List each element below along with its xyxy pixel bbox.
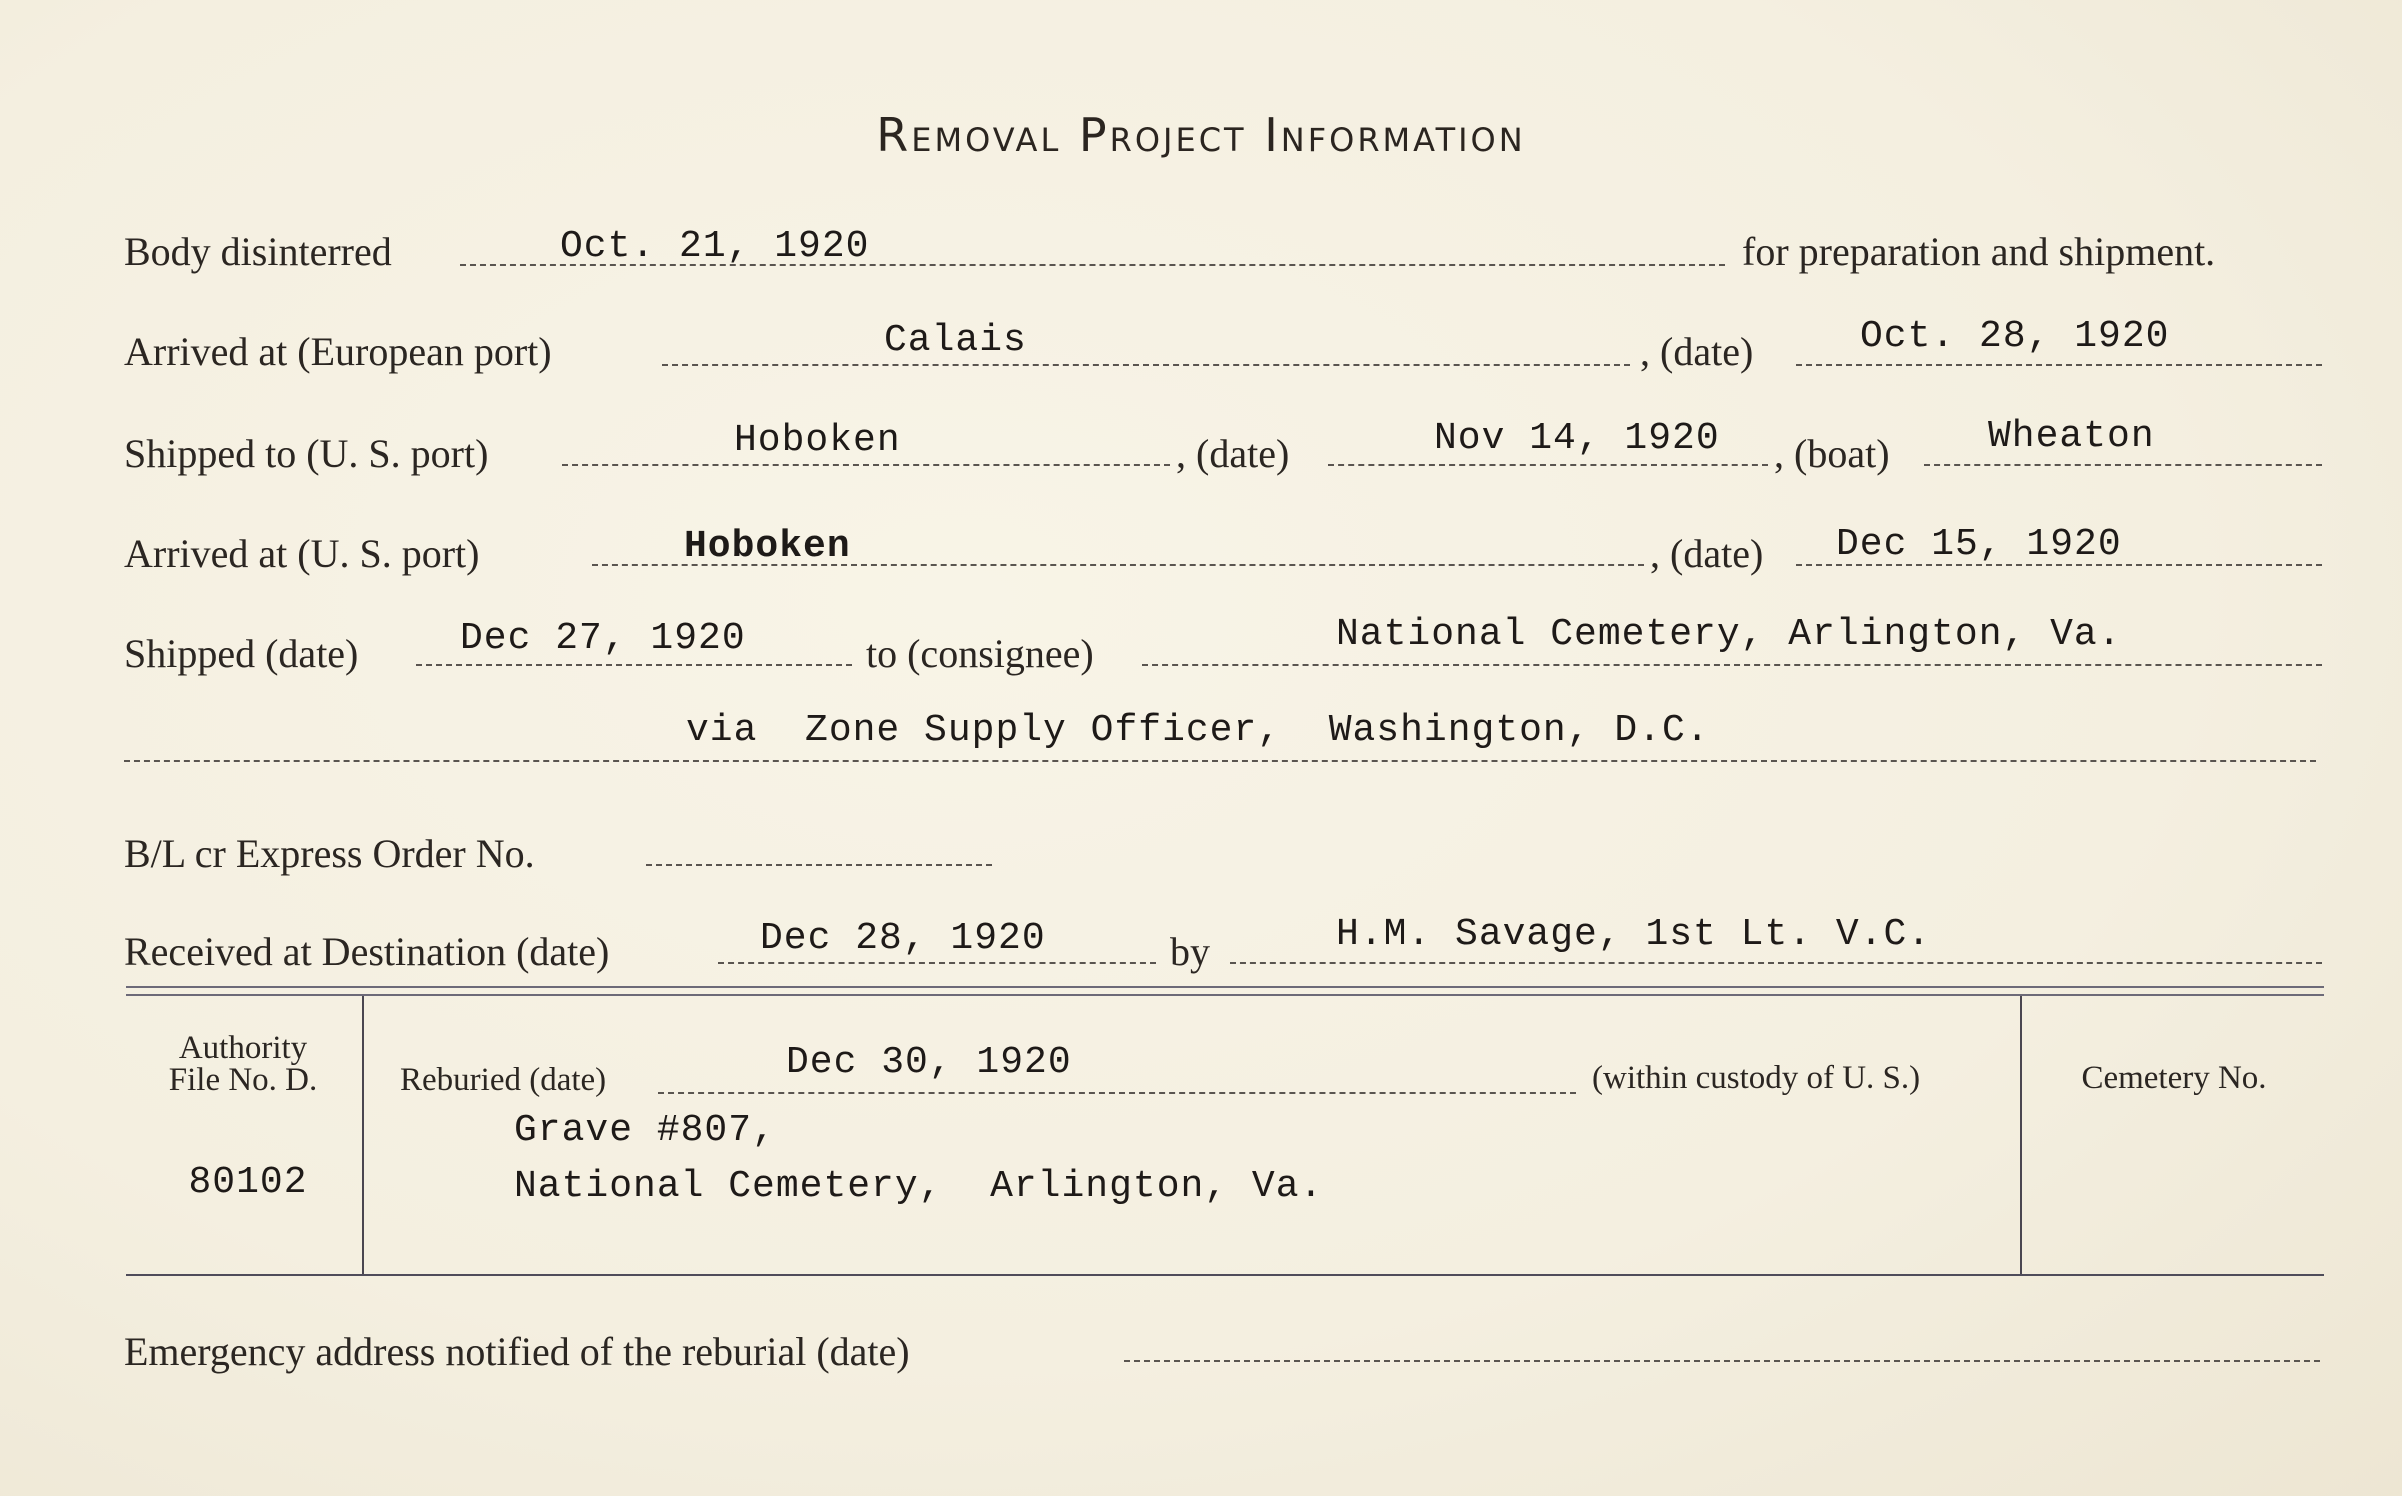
bl-order-line bbox=[646, 864, 992, 866]
reburied-location-line1: Grave #807, bbox=[514, 1109, 776, 1152]
body-disinterred-value: Oct. 21, 1920 bbox=[560, 225, 870, 268]
via-value: via Zone Supply Officer, Washington, D.C. bbox=[686, 709, 1710, 752]
shipped-date: Dec 27, 1920 bbox=[460, 617, 746, 660]
arrived-european-date-line bbox=[1796, 364, 2322, 366]
shipped-date-label: Shipped (date) bbox=[124, 631, 359, 676]
shipped-us-port-line bbox=[562, 464, 1170, 466]
emergency-line bbox=[1124, 1360, 2320, 1362]
received-label: Received at Destination (date) bbox=[124, 929, 610, 974]
shipped-us-date-label: , (date) bbox=[1176, 431, 1290, 476]
authority-label-line1: Authority bbox=[178, 1030, 308, 1066]
consignee-value: National Cemetery, Arlington, Va. bbox=[1336, 613, 2122, 656]
shipped-us-boat-line bbox=[1924, 464, 2322, 466]
shipped-us-date: Nov 14, 1920 bbox=[1434, 417, 1720, 460]
reburied-date: Dec 30, 1920 bbox=[786, 1041, 1072, 1084]
emergency-label: Emergency address notified of the reburial (date) bbox=[124, 1329, 910, 1374]
arrived-european-date-label: , (date) bbox=[1640, 329, 1754, 374]
reburied-line bbox=[658, 1092, 1576, 1094]
reburied-location-line2: National Cemetery, Arlington, Va. bbox=[514, 1165, 1324, 1208]
shipped-us-date-line bbox=[1328, 464, 1768, 466]
box-divider-right bbox=[2020, 996, 2022, 1274]
received-date-line bbox=[718, 962, 1156, 964]
reburied-label: Reburied (date) bbox=[400, 1062, 607, 1098]
arrived-us-port: Hoboken bbox=[684, 525, 851, 568]
arrived-european-date: Oct. 28, 1920 bbox=[1860, 315, 2170, 358]
received-by-line bbox=[1230, 962, 2322, 964]
custody-label: (within custody of U. S.) bbox=[1592, 1060, 1921, 1096]
via-line bbox=[124, 760, 2316, 762]
received-by-label: by bbox=[1170, 929, 1210, 974]
box-bottom-rule bbox=[126, 1274, 2324, 1276]
shipped-us-boat-label: , (boat) bbox=[1774, 431, 1890, 476]
box-top-rule-2 bbox=[126, 994, 2324, 996]
shipped-us-port: Hoboken bbox=[734, 419, 901, 462]
arrived-european-port-line bbox=[662, 364, 1630, 366]
consignee-line bbox=[1142, 664, 2322, 666]
received-date: Dec 28, 1920 bbox=[760, 917, 1046, 960]
arrived-european-port: Calais bbox=[884, 319, 1027, 362]
arrived-us-date: Dec 15, 1920 bbox=[1836, 523, 2122, 566]
box-top-rule-1 bbox=[126, 986, 2324, 988]
authority-value: 80102 bbox=[188, 1161, 308, 1204]
received-by: H.M. Savage, 1st Lt. V.C. bbox=[1336, 913, 1932, 956]
body-disinterred-label: Body disinterred bbox=[124, 229, 392, 274]
bl-order-label: B/L cr Express Order No. bbox=[124, 831, 535, 876]
box-divider-left bbox=[362, 996, 364, 1274]
cemetery-no-label: Cemetery No. bbox=[2081, 1060, 2267, 1096]
body-disinterred-suffix: for preparation and shipment. bbox=[1742, 229, 2216, 274]
authority-label-line2: File No. D. bbox=[168, 1062, 318, 1098]
arrived-european-label: Arrived at (European port) bbox=[124, 329, 552, 374]
shipped-date-line bbox=[416, 664, 852, 666]
consignee-label: to (consignee) bbox=[866, 631, 1094, 676]
shipped-us-boat: Wheaton bbox=[1988, 415, 2155, 458]
card-title: Removal Project Information bbox=[876, 108, 1526, 162]
arrived-us-date-label: , (date) bbox=[1650, 531, 1764, 576]
shipped-us-label: Shipped to (U. S. port) bbox=[124, 431, 489, 476]
arrived-us-label: Arrived at (U. S. port) bbox=[124, 531, 480, 576]
